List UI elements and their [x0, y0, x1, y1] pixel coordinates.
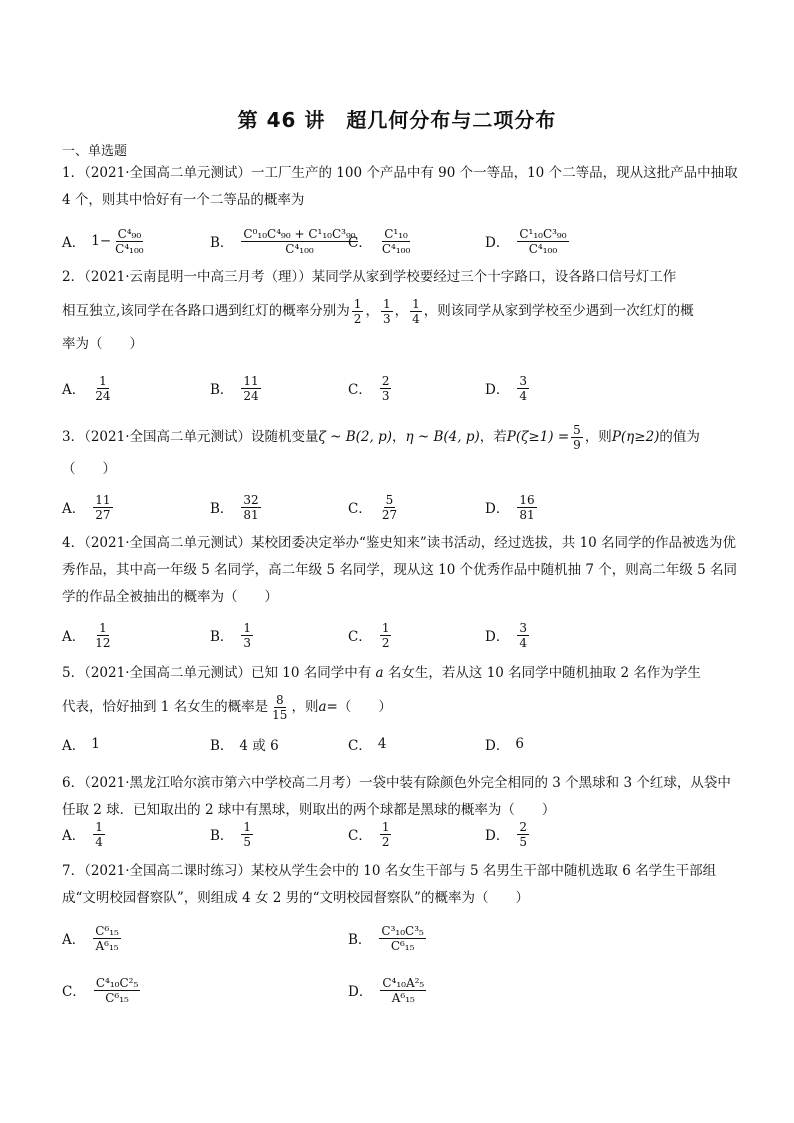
q2-line-3: 率为（ ）: [62, 336, 143, 352]
q2-line-2: 相互独立,该同学在各路口遇到红灯的概率分别为 $\frac{1}{2}$ ， $\frac{1}{3}$ ， $\frac{1}{4}$ ，则该同学从家到学校至少遇到一次红灯的概: [62, 296, 694, 326]
q6-option-c[interactable]: [348, 814, 393, 854]
numerator: 2: [519, 819, 527, 834]
numerator: 1: [99, 620, 107, 635]
numerator: 1: [243, 819, 252, 834]
denominator: 81: [243, 507, 259, 522]
option-label: A．: [62, 828, 86, 844]
fraction: [270, 693, 289, 722]
denominator: 5: [243, 834, 252, 849]
fraction: [379, 924, 425, 953]
question-7-stem: 7．（2021·全国高二课时练习）某校从学生会中的 10 名女生干部与 5 名男生干部中随机选取 6 名学生干部组成“文明校园督察队”，则组成 4 女 2 男的“文明校园督察队”的概率为（ ）: [62, 863, 717, 906]
option-label: A．: [62, 235, 86, 251]
q3-option-d[interactable]: [485, 487, 539, 527]
numerator: 11: [95, 492, 111, 507]
denominator: A⁶₁₅: [95, 938, 119, 953]
q5-line-1: [62, 660, 742, 687]
q3-math: P(η≥2): [611, 428, 660, 445]
question-1-options: [62, 221, 742, 261]
fraction: [380, 820, 392, 849]
q7-option-c[interactable]: [62, 970, 142, 1010]
fraction: [241, 227, 357, 256]
fraction: [93, 820, 105, 849]
option-label: B．: [210, 235, 234, 251]
q1-option-d[interactable]: [485, 221, 571, 261]
question-2-options: [62, 368, 742, 408]
numerator: 1: [412, 296, 420, 311]
numerator: 1: [381, 819, 390, 834]
option-value: 4: [377, 736, 387, 752]
denominator: 4: [412, 311, 420, 326]
numerator: 1: [353, 296, 362, 311]
q4-option-a[interactable]: [62, 615, 115, 655]
denominator: C⁶₁₅: [105, 990, 129, 1005]
q7-option-b[interactable]: [348, 918, 428, 958]
fraction-3: [410, 297, 422, 326]
numerator: 1: [382, 296, 391, 311]
q7-option-a[interactable]: [62, 918, 123, 958]
option-label: B．: [210, 501, 234, 517]
option-label: D．: [485, 235, 510, 251]
option-label: C．: [348, 382, 372, 398]
fraction: [380, 374, 392, 403]
q1-option-b[interactable]: [210, 221, 360, 261]
denominator: 2: [353, 311, 362, 326]
option-label: B．: [210, 828, 234, 844]
q5-option-b[interactable]: [210, 724, 279, 764]
numerator: 1: [99, 373, 107, 388]
question-2-stem: [62, 264, 742, 358]
fraction: [241, 820, 253, 849]
question-6-stem: 6．（2021·黑龙江哈尔滨市第六中学校高二月考）一袋中装有除颜色外完全相同的 3 个黑球和 3 个红球，从袋中任取 2 球．已知取出的 2 球中有黑球，则取出的两个球都是黑球的概率为（ ）: [62, 775, 731, 818]
q1-option-c[interactable]: [348, 221, 414, 261]
q3-math: P(ζ≥1) =: [506, 428, 570, 445]
question-6-options: [62, 814, 742, 854]
denominator: A⁶₁₅: [391, 990, 415, 1005]
numerator: C¹₁₀: [384, 226, 408, 241]
denominator: 27: [381, 507, 398, 522]
numerator: C³₁₀C³₅: [381, 923, 424, 938]
fraction: [380, 621, 392, 650]
option-label: C．: [62, 984, 86, 1000]
option-label: D．: [348, 984, 373, 1000]
numerator: 5: [385, 492, 394, 507]
q5-variable: a: [375, 665, 384, 681]
fraction: [571, 423, 583, 452]
fraction: [93, 493, 112, 522]
option-label: B．: [210, 382, 234, 398]
q3-text: 的值为: [659, 428, 700, 445]
option-label: B．: [210, 629, 234, 645]
fraction: [380, 227, 412, 256]
question-3-stem: [62, 418, 742, 483]
option-label: D．: [485, 382, 510, 398]
denominator: 81: [519, 507, 535, 522]
question-1-stem: 1．（2021·全国高二单元测试）一工厂生产的 100 个产品中有 90 个一等品，10 个二等品，现从这批产品中抽取 4 个，则其中恰好有一个二等品的概率为: [62, 165, 738, 208]
q3-line-2: （ ）: [62, 461, 116, 477]
q3-text: 3．（2021·全国高二单元测试）设随机变量: [62, 428, 319, 445]
denominator: 2: [381, 635, 390, 650]
denominator: 3: [243, 635, 252, 650]
denominator: 24: [95, 388, 111, 403]
numerator: 1: [95, 819, 103, 834]
denominator: 15: [272, 707, 288, 722]
option-label: A．: [62, 382, 86, 398]
section-heading: 一、单选题: [62, 144, 128, 159]
q3-text: ，则: [584, 428, 612, 445]
q3-option-c[interactable]: [348, 487, 401, 527]
fraction: [380, 493, 399, 522]
numerator: 11: [243, 373, 259, 388]
q5-option-d[interactable]: [485, 724, 524, 764]
denominator: C⁴₁₀₀: [528, 241, 558, 256]
option-label: A．: [62, 629, 86, 645]
denominator: 4: [519, 388, 527, 403]
question-7-options-row-1: [62, 918, 742, 958]
option-label: A．: [62, 932, 86, 948]
option-label: A．: [62, 501, 86, 517]
fraction: [517, 227, 568, 256]
numerator: 8: [275, 692, 284, 707]
q2-option-b[interactable]: [210, 368, 263, 408]
option-label: C．: [348, 501, 372, 517]
q5-text: =（ ）: [326, 698, 392, 715]
q5-option-c[interactable]: [348, 724, 386, 764]
option-prefix: 1−: [91, 233, 112, 249]
q6-option-a[interactable]: [62, 814, 107, 854]
fraction: [517, 374, 529, 403]
question-5-stem: [62, 660, 742, 727]
option-label: C．: [348, 235, 372, 251]
option-label: C．: [348, 738, 372, 754]
numerator: 32: [243, 492, 259, 507]
fraction: [380, 976, 426, 1005]
denominator: C⁴₁₀₀: [115, 241, 144, 256]
question-5-options: [62, 724, 742, 764]
fraction-2: [381, 297, 393, 326]
denominator: 12: [95, 635, 111, 650]
denominator: 2: [381, 834, 390, 849]
q5-variable: a: [318, 698, 327, 715]
q4-option-d[interactable]: [485, 615, 531, 655]
q1-option-a[interactable]: [62, 221, 148, 261]
q2-option-a[interactable]: [62, 368, 115, 408]
q6-option-d[interactable]: [485, 814, 531, 854]
q2-line-1: 2．（2021·云南昆明一中高三月考（理））某同学从家到学校要经过三个十字路口，设各路口信号灯工作: [62, 269, 677, 285]
q5-option-a[interactable]: [62, 724, 100, 764]
fraction: [93, 374, 112, 403]
q2-text: 相互独立,该同学在各路口遇到红灯的概率分别为: [62, 302, 350, 319]
numerator: 16: [519, 492, 535, 507]
page-title: 第 46 讲 超几何分布与二项分布: [237, 108, 557, 132]
denominator: 3: [382, 311, 391, 326]
denominator: 9: [573, 437, 581, 452]
fraction: [93, 924, 121, 953]
numerator: 3: [519, 373, 527, 388]
fraction: [517, 493, 536, 522]
q3-option-b[interactable]: [210, 487, 263, 527]
q5-text: 代表，恰好抽到 1 名女生的概率是: [62, 698, 269, 715]
question-4-options: [62, 615, 742, 655]
option-value: 4 或 6: [239, 738, 279, 754]
numerator: C⁴₁₀C²₅: [95, 975, 139, 990]
numerator: 1: [243, 620, 252, 635]
option-label: C．: [348, 828, 372, 844]
numerator: 2: [381, 373, 390, 388]
numerator: C⁶₁₅: [95, 923, 119, 938]
q2-option-c[interactable]: [348, 368, 393, 408]
q4-option-b[interactable]: [210, 615, 255, 655]
q3-math: η ~ B(4, p): [405, 428, 480, 445]
numerator: C¹₁₀C³₉₀: [519, 226, 567, 241]
q5-text: 名女生，若从这 10 名同学中随机抽取 2 名作为学生: [387, 665, 701, 681]
option-label: D．: [485, 501, 510, 517]
q3-line-1: 3．（2021·全国高二单元测试）设随机变量 ζ ~ B(2, p) ， η ~ B(4, p) ，若 P(ζ≥1) = $\frac{5}{9}$ ，则 P(η≥2) 的值为: [62, 422, 700, 452]
fraction: [113, 227, 145, 256]
q3-option-a[interactable]: [62, 487, 115, 527]
option-label: D．: [485, 629, 510, 645]
q4-option-c[interactable]: [348, 615, 393, 655]
option-label: D．: [485, 738, 510, 754]
fraction: [241, 621, 253, 650]
fraction: [241, 493, 260, 522]
denominator: 27: [95, 507, 111, 522]
fraction-1: [352, 297, 364, 326]
fraction: [241, 374, 260, 403]
denominator: 5: [519, 834, 527, 849]
q6-option-b[interactable]: [210, 814, 255, 854]
denominator: C⁴₁₀₀: [381, 241, 411, 256]
fraction: [93, 621, 112, 650]
question-7-options-row-2: [62, 970, 742, 1010]
numerator: 3: [519, 620, 527, 635]
denominator: 4: [95, 834, 103, 849]
denominator: C⁶₁₅: [390, 938, 415, 953]
denominator: 4: [519, 635, 527, 650]
fraction: [94, 976, 140, 1005]
q5-line-2: [62, 687, 742, 727]
fraction: [517, 820, 529, 849]
numerator: 5: [573, 422, 581, 437]
q5-text: ，则: [291, 698, 319, 715]
denominator: 3: [381, 388, 390, 403]
q2-text: ，则该同学从家到学校至少遇到一次红灯的概: [423, 302, 694, 319]
question-4-stem: 4．（2021·全国高二单元测试）某校团委决定举办“鉴史知来”读书活动，经过选拔，共 10 名同学的作品被选为优秀作品，其中高一年级 5 名同学，高二年级 5 名同学，现从这 10 个优秀作品中随机抽 7 个，则高二年级 5 名同学的作品全被抽出的概率为（ ）: [62, 535, 737, 605]
option-label: C．: [348, 629, 372, 645]
q7-option-d[interactable]: [348, 970, 428, 1010]
numerator: C⁰₁₀C⁴₉₀ + C¹₁₀C³₉₀: [243, 226, 356, 241]
option-label: A．: [62, 738, 86, 754]
option-label: B．: [348, 932, 372, 948]
q3-text: ，若: [479, 428, 507, 445]
option-value: 6: [515, 736, 524, 752]
q5-text: 5．（2021·全国高二单元测试）已知 10 名同学中有: [62, 665, 372, 681]
numerator: 1: [381, 620, 390, 635]
option-label: D．: [485, 828, 510, 844]
numerator: C⁴₉₀: [117, 226, 142, 241]
numerator: C⁴₁₀A²₅: [382, 975, 425, 990]
denominator: 24: [243, 388, 259, 403]
denominator: C⁴₁₀₀: [285, 241, 314, 256]
question-3-options: [62, 487, 742, 527]
option-label: B．: [210, 738, 234, 754]
q3-math: ζ ~ B(2, p): [318, 428, 392, 445]
option-value: 1: [91, 736, 100, 752]
fraction: [517, 621, 529, 650]
q2-option-d[interactable]: [485, 368, 531, 408]
